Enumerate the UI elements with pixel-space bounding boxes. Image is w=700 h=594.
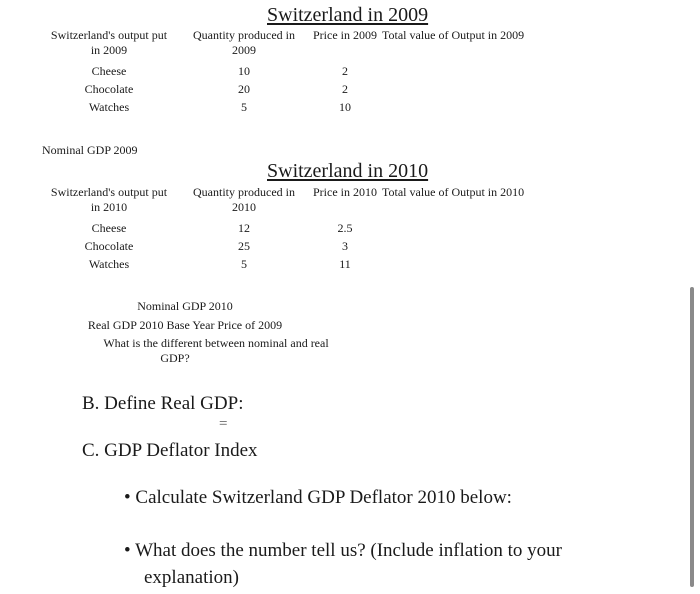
real-gdp-2010-label: Real GDP 2010 Base Year Price of 2009 [87,318,283,332]
row-2009-price: 10 [339,100,351,114]
row-2010-price: 2.5 [337,221,353,235]
header-output-2010-line1: Switzerland's output put [50,185,168,199]
nominal-vs-real-question [40,336,392,351]
row-2009-item: Cheese [91,64,127,78]
row-2010-qty: 5 [241,257,247,271]
header-output-2010-line2: in 2010 [90,200,128,214]
header-qty-2010 [188,185,300,215]
bullet-text-calculate: Calculate Switzerland GDP Deflator 2010 below: [135,487,512,508]
bullet-item-meaning [124,537,562,564]
row-2010-price: 3 [342,239,348,253]
header-qty-2009-line1: Quantity produced in [193,28,295,42]
title-2009: Switzerland in 2009 [267,4,429,26]
header-output-2010 [40,185,178,215]
bullet-text-meaning-line2: explanation) [144,567,239,588]
title-2010: Switzerland in 2010 [267,160,429,182]
row-2010-item: Chocolate [84,239,134,253]
nominal-gdp-2009-label: Nominal GDP 2009 [42,143,138,157]
header-total-2010: Total value of Output in 2010 [382,185,525,199]
row-2009-qty: 20 [238,82,250,96]
nominal-gdp-2010-label: Nominal GDP 2010 [137,299,233,313]
header-qty-2009 [188,28,300,58]
question-line1: What is the different between nominal and real [103,336,329,350]
header-price-2010: Price in 2010 [313,185,377,199]
header-qty-2010-line1: Quantity produced in [193,185,295,199]
header-qty-2009-line2: 2009 [232,43,256,57]
header-price-2009: Price in 2009 [313,28,377,42]
row-2010-price: 11 [339,257,351,271]
section-c-heading: C. GDP Deflator Index [82,440,258,461]
header-output-2009 [40,28,178,58]
equals-sign: = [219,416,228,432]
row-2009-qty: 10 [238,64,250,78]
bullet-text-meaning-line1: What does the number tell us? (Include inflation to your [135,540,562,561]
question-line2-wrap [40,351,310,366]
row-2010-item: Watches [88,257,130,271]
row-2009-item: Chocolate [84,82,134,96]
vertical-scrollbar[interactable] [690,287,694,587]
bullet-dot-icon: • [124,540,131,561]
row-2010-qty: 12 [238,221,250,235]
row-2009-price: 2 [342,82,348,96]
section-b-heading: B. Define Real GDP: [82,393,244,414]
question-line2: GDP? [160,351,190,365]
row-2009-item: Watches [88,100,130,114]
header-output-2009-line1: Switzerland's output put [50,28,168,42]
header-output-2009-line2: in 2009 [90,43,128,57]
row-2010-qty: 25 [238,239,250,253]
row-2009-price: 2 [342,64,348,78]
bullet-item-calculate [124,484,512,511]
row-2010-item: Cheese [91,221,127,235]
bullet-dot-icon: • [124,487,131,508]
header-qty-2010-line2: 2010 [232,200,256,214]
row-2009-qty: 5 [241,100,247,114]
header-total-2009: Total value of Output in 2009 [382,28,525,42]
